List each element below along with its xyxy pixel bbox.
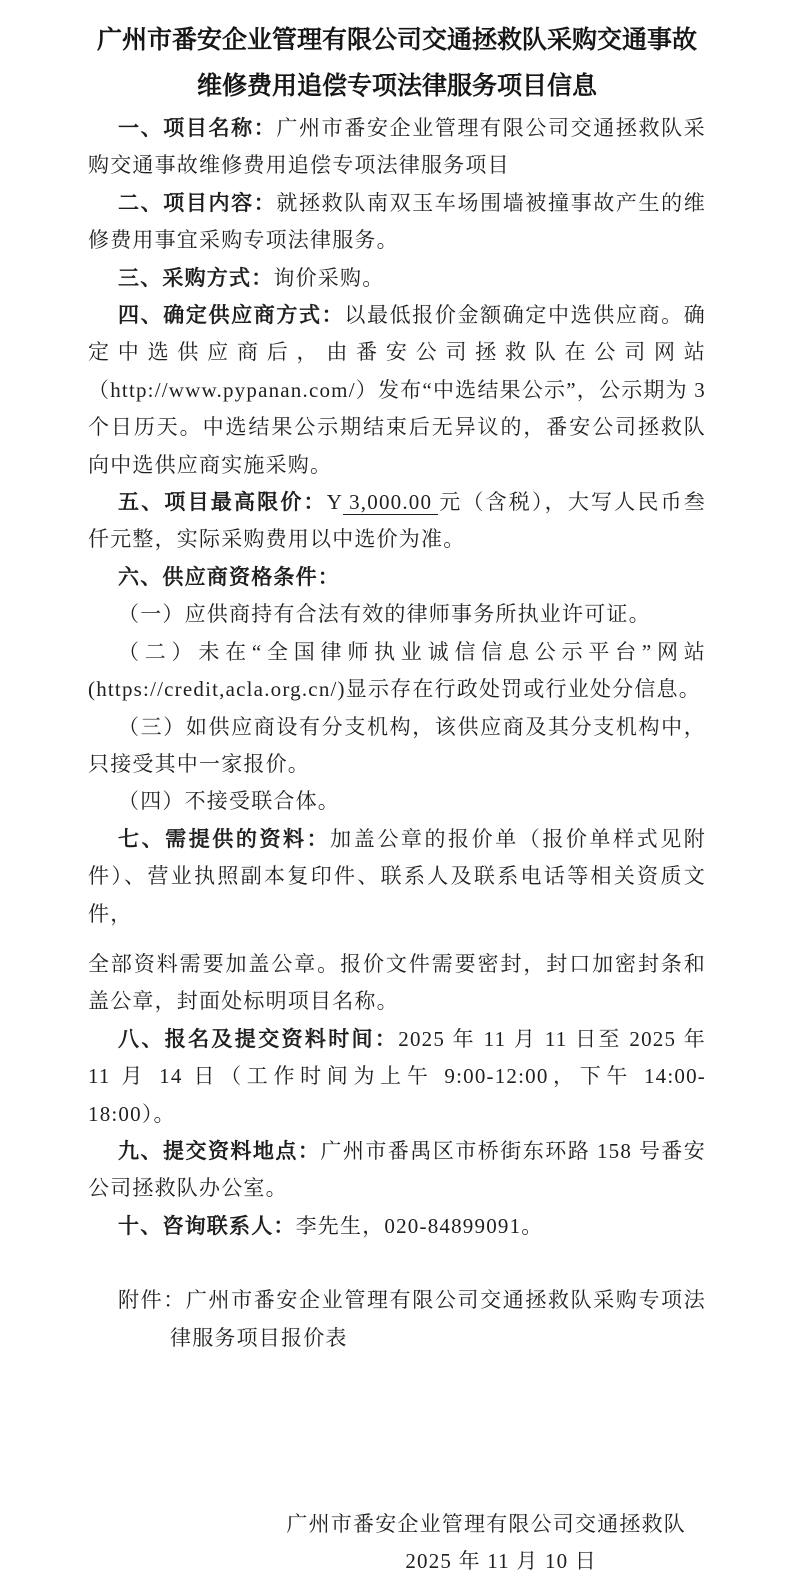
section-max-price-text: 元（含税），大写人民币叁仟元整，实际采购费用以中选价为准。	[88, 490, 706, 552]
section-supplier-selection-label: 四、确定供应商方式：	[118, 303, 345, 328]
company-website-url: （http://www.pypanan.com/）	[88, 377, 378, 402]
section-project-content-text: 就拯救队南双玉车场围墙被撞事故产生的维修费用事宜采购专项法律服务。	[88, 190, 706, 253]
section-submission-location	[88, 1133, 706, 1208]
section-procurement-method-text: 询价采购。	[273, 265, 385, 290]
attachment-text: 广州市番安企业管理有限公司交通拯救队采购专项法律服务项目报价表	[170, 1288, 706, 1350]
section-contact-person	[88, 1208, 706, 1245]
section-supplier-selection-text-1: 以最低报价金额确定中选供应商。确定中选供应商后，由番安公司拯救队在公司网站	[88, 303, 707, 365]
qualification-item-3: （三）如供应商设有分支机构，该供应商及其分支机构中，只接受其中一家报价。	[88, 714, 706, 776]
section-submission-time-label: 八、报名及提交资料时间：	[118, 1026, 399, 1051]
section-max-price-label: 五、项目最高限价：	[118, 490, 327, 515]
section-submission-time	[88, 1021, 706, 1133]
section-project-name-label: 一、项目名称：	[118, 116, 277, 140]
document-body	[88, 110, 706, 1581]
section-project-name-text: 广州市番安企业管理有限公司交通拯救队采购交通事故维修费用追偿专项法律服务项目	[88, 116, 706, 178]
section-required-materials-label: 七、需提供的资料：	[118, 826, 331, 851]
signature-block	[88, 1506, 706, 1581]
qualification-item-4: （四）不接受联合体。	[118, 789, 340, 814]
max-price-amount: 3,000.00	[343, 490, 438, 515]
attachment-label: 附件：	[118, 1288, 186, 1313]
qualification-item-2: （二）未在“全国律师执业诚信信息公示平台”网站(https://credit,acla.org.cn/)显示存在行政处罚或行业处分信息。	[88, 639, 706, 702]
section-submission-location-label: 九、提交资料地点：	[118, 1138, 321, 1163]
section-procurement-method	[88, 260, 706, 297]
section-project-content	[88, 185, 706, 260]
section-project-name	[88, 110, 706, 185]
qualification-item-1: （一）应供商持有合法有效的律师事务所执业许可证。	[118, 602, 651, 627]
section-supplier-selection	[88, 297, 706, 484]
signature-organization: 广州市番安企业管理有限公司交通拯救队	[286, 1512, 686, 1536]
section-contact-person-label: 十、咨询联系人：	[118, 1213, 296, 1238]
document-content	[88, 18, 706, 1581]
section-submission-time-text: 2025 年 11 月 11 日至 2025 年 11 月 14 日（工作时间为上午 9:00-12:00，下午 14:00-18:00）。	[88, 1026, 706, 1126]
section-project-content-label: 二、项目内容：	[118, 190, 277, 215]
section-required-materials-text: 加盖公章的报价单（报价单样式见附件）、营业执照副本复印件、联系人及联系电话等相关资质文件，	[88, 826, 706, 926]
section-qualification	[88, 559, 706, 596]
section-supplier-selection-text-2: 发布“中选结果公示”，公示期为 3 个日历天。中选结果公示期结束后无异议的，番安公司拯救队向中选供应商实施采购。	[88, 377, 706, 477]
currency-symbol: Y	[326, 490, 344, 515]
attachment-note	[88, 1282, 706, 1357]
section-required-materials-continued: 全部资料需要加盖公章。报价文件需要密封，封口加密封条和盖公章，封面处标明项目名称。	[88, 951, 706, 1014]
section-qualification-label: 六、供应商资格条件：	[118, 564, 340, 589]
section-max-price	[88, 484, 706, 559]
document-title: 广州市番安企业管理有限公司交通拯救队采购交通事故维修费用追偿专项法律服务项目信息	[96, 27, 697, 100]
signature-date: 2025 年 11 月 10 日	[405, 1549, 597, 1574]
section-submission-location-text: 广州市番禺区市桥街东环路 158 号番安公司拯救队办公室。	[88, 1138, 706, 1201]
section-procurement-method-label: 三、采购方式：	[118, 265, 274, 290]
section-required-materials	[88, 821, 706, 933]
section-contact-person-text: 李先生，020-84899091。	[295, 1213, 544, 1238]
